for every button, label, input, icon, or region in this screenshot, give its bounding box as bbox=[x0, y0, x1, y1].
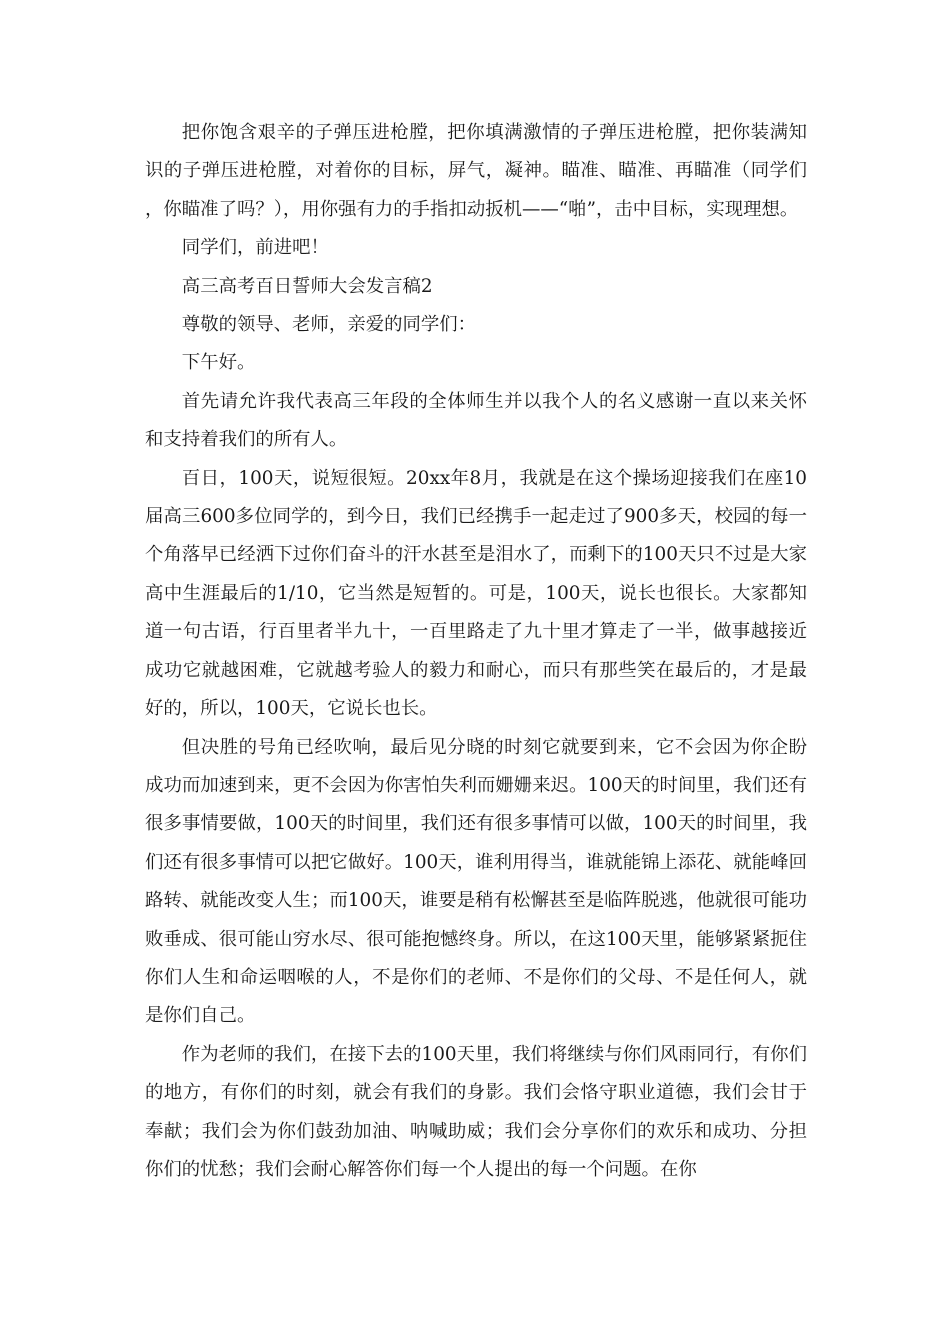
document-page bbox=[145, 114, 807, 1189]
paragraph-8: 但决胜的号角已经吹响，最后见分晓的时刻它就要到来，它不会因为你企盼成功而加速到来，更不会因为你害怕失利而姗姗来迟。100天的时间里，我们还有很多事情要做，100天的时间里，我们还有很多事情可以做，100天的时间里，我们还有很多事情可以把它做好。100天，谁利用得当，谁就能锦上添花、就能峰回路转、就能改变人生；而100天，谁要是稍有松懈甚至是临阵脱逃，他就很可能功败垂成、很可能山穷水尽、很可能抱憾终身。所以，在这100天里，能够紧紧扼住你们人生和命运咽喉的人，不是你们的老师、不是你们的父母、不是任何人，就是你们自己。 bbox=[145, 736, 807, 1027]
paragraph-9: 作为老师的我们，在接下去的100天里，我们将继续与你们风雨同行，有你们的地方，有你们的时刻，就会有我们的身影。我们会恪守职业道德，我们会甘于奉献；我们会为你们鼓劲加油、呐喊助威；我们会分享你们的欢乐和成功、分担你们的忧愁；我们会耐心解答你们每一个人提出的每一个问题。在你 bbox=[145, 1043, 807, 1180]
greeting: 下午好。 bbox=[181, 352, 256, 374]
paragraph-6: 首先请允许我代表高三年段的全体师生并以我个人的名义感谢一直以来关怀和支持着我们的所有人。 bbox=[145, 390, 807, 451]
section-heading: 高三高考百日誓师大会发言稿2 bbox=[181, 275, 433, 297]
paragraph-7: 百日，100天，说短很短。20xx年8月，我就是在这个操场迎接我们在座10届高三600多位同学的，到今日，我们已经携手一起走过了900多天，校园的每一个角落早已经洒下过你们奋斗的汗水甚至是泪水了，而剩下的100天只不过是大家高中生涯最后的1/10，它当然是短暂的。可是，100天，说长也很长。大家都知道一句古语，行百里者半九十，一百里路走了九十里才算走了一半，做事越接近成功它就越困难，它就越考验人的毅力和耐心，而只有那些笑在最后的，才是最好的，所以，100天，它说长也长。 bbox=[145, 467, 807, 720]
paragraph-1: 把你饱含艰辛的子弹压进枪膛，把你填满激情的子弹压进枪膛，把你装满知识的子弹压进枪膛，对着你的目标，屏气，凝神。瞄准、瞄准、再瞄准（同学们，你瞄准了吗？），用你强有力的手指扣动扳机——“啪”，击中目标，实现理想。 bbox=[145, 122, 807, 220]
salutation: 尊敬的领导、老师，亲爱的同学们： bbox=[181, 314, 477, 336]
paragraph-2: 同学们，前进吧！ bbox=[181, 237, 329, 259]
